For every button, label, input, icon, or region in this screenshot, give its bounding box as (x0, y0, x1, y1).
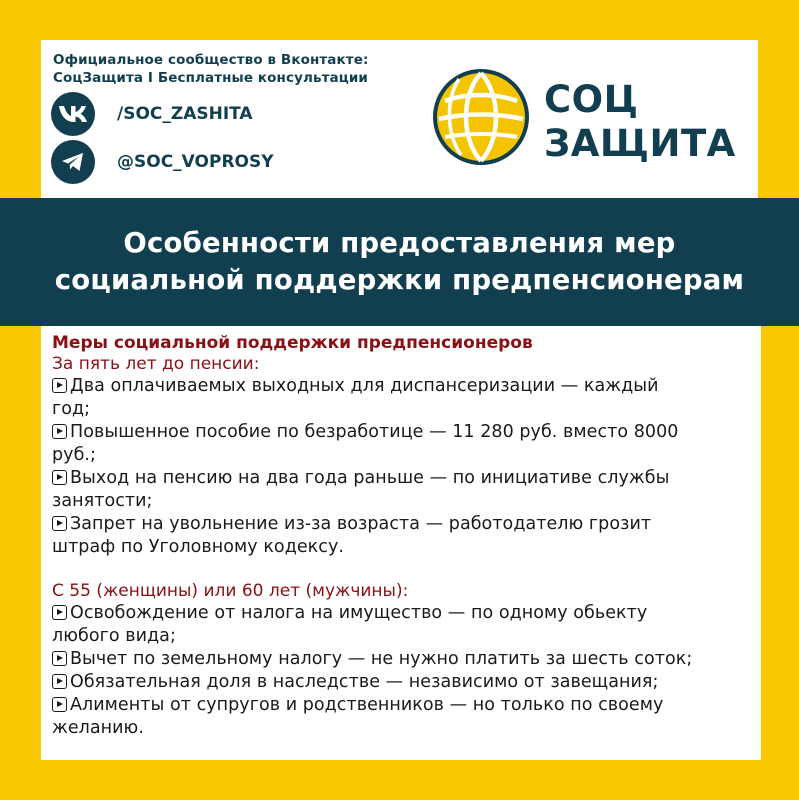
brand-logo-text (544, 78, 736, 166)
section1-title: За пять лет до пенсии: (52, 354, 260, 374)
list-item: Два оплачиваемых выходных для диспансеризации — каждый год; (52, 376, 659, 419)
vk-icon (51, 92, 95, 136)
logo-line-1: СОЦ (544, 78, 639, 121)
community-line-1: Официальное сообщество в Вконтакте: (53, 52, 369, 68)
play-icon (52, 516, 67, 531)
section-spacer (52, 559, 761, 581)
list-item: Освобождение от налога на имущество — по одному обьекту любого вида; (52, 603, 648, 646)
play-icon (52, 424, 67, 439)
play-icon (52, 605, 67, 620)
content-card (41, 326, 761, 760)
globe-logo-icon (431, 67, 531, 167)
title-line-2: социальной поддержки предпенсионерам (54, 264, 745, 296)
logo-line-2: ЗАЩИТА (544, 122, 736, 165)
title-banner (0, 198, 799, 326)
play-icon (52, 378, 67, 393)
section-heading: Меры социальной поддержки предпенсионеров (52, 333, 533, 353)
telegram-icon (51, 140, 95, 184)
list-item: Повышенное пособие по безработице — 11 280 руб. вместо 8000 руб.; (52, 422, 679, 465)
list-item: Обязательная доля в наследстве — независимо от завещания; (52, 671, 761, 694)
section2-title: С 55 (женщины) или 60 лет (мужчины): (52, 581, 409, 601)
page-title (55, 225, 744, 299)
list-item: Выход на пенсию на два года раньше — по инициативе службы занятости; (52, 468, 670, 511)
list-item: Вычет по земельному налогу — не нужно платить за шесть соток; (52, 648, 761, 671)
list-item: Запрет на увольнение из-за возраста — работодателю грозит штраф по Уголовному кодексу. (52, 514, 652, 557)
header-card (41, 40, 758, 198)
play-icon (52, 674, 67, 689)
play-icon (52, 470, 67, 485)
vk-handle[interactable]: /SOC_ZASHITA (117, 104, 253, 124)
telegram-link[interactable] (51, 140, 274, 184)
community-line-2: СоцЗащита I Бесплатные консультации (53, 70, 368, 86)
vk-link[interactable] (51, 92, 253, 136)
list-item: Алименты от супругов и родственников — но только по своему желанию. (52, 695, 664, 738)
play-icon (52, 651, 67, 666)
play-icon (52, 697, 67, 712)
community-info (53, 51, 368, 87)
title-line-1: Особенности предоставления мер (123, 227, 676, 259)
telegram-handle[interactable]: @SOC_VOPROSY (117, 152, 274, 172)
